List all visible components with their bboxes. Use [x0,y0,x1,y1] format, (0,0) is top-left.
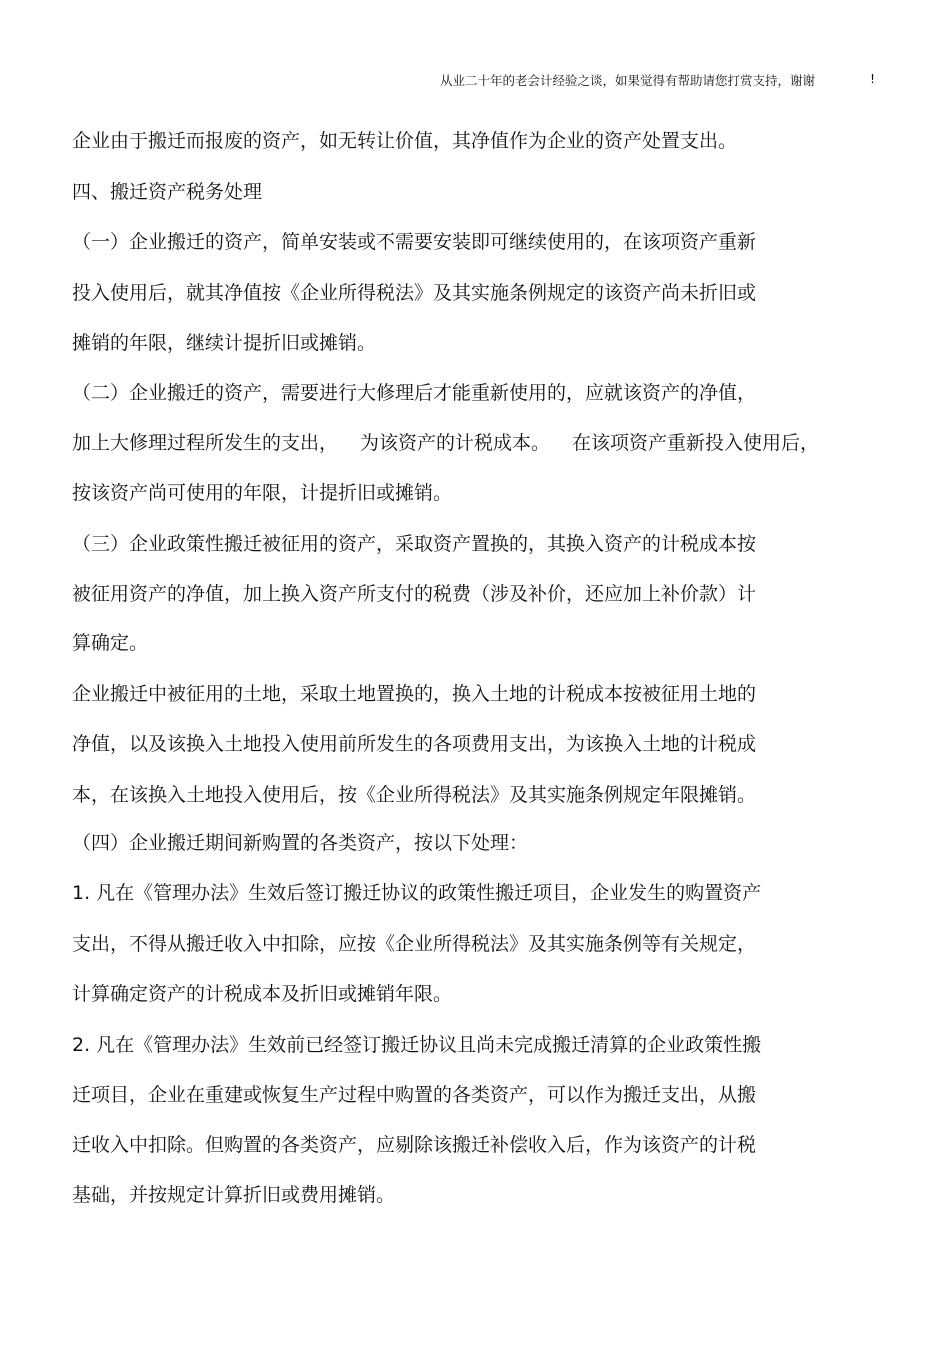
paragraph-line: 摊销的年限，继续计提折旧或摊销。 [72,332,377,354]
paragraph-line: 迁收入中扣除。但购置的各类资产，应剔除该搬迁补偿收入后，作为该资产的计税 [72,1134,757,1156]
paragraph-line: 企业搬迁中被征用的土地，采取土地置换的，换入土地的计税成本按被征用土地的 [72,683,757,705]
paragraph-line: 按该资产尚可使用的年限，计提折旧或摊销。 [72,482,453,504]
paragraph-line: （三）企业政策性搬迁被征用的资产，采取资产置换的，其换入资产的计税成本按 [72,533,757,555]
line-segment: 加上大修理过程所发生的支出， [72,432,339,454]
page-header [0,71,950,89]
line-segment: 在该项资产重新投入使用后， [572,432,820,454]
paragraph-line: 本，在该换入土地投入使用后，按《企业所得税法》及其实施条例规定年限摊销。 [72,784,757,806]
paragraph-line: 被征用资产的净值，加上换入资产所支付的税费（涉及补价，还应加上补价款）计 [72,583,757,605]
header-note: 从业二十年的老会计经验之谈，如果觉得有帮助请您打赏支持，谢谢 [440,73,816,88]
paragraph-line: 基础，并按规定计算折旧或费用摊销。 [72,1184,396,1206]
paragraph-line: 1. 凡在《管理办法》生效后签订搬迁协议的政策性搬迁项目，企业发生的购置资产 [72,882,762,904]
paragraph-line: 计算确定资产的计税成本及折旧或摊销年限。 [72,983,453,1005]
paragraph-line: 算确定。 [72,632,149,654]
paragraph-line: （二）企业搬迁的资产，需要进行大修理后才能重新使用的，应就该资产的净值， [72,382,757,404]
paragraph-line: 企业由于搬迁而报废的资产，如无转让价值，其净值作为企业的资产处置支出。 [72,130,738,152]
paragraph-line [72,431,819,455]
paragraph-line: 投入使用后，就其净值按《企业所得税法》及其实施条例规定的该资产尚未折旧或 [72,282,757,304]
section-heading: 四、搬迁资产税务处理 [72,181,263,203]
header-exclamation: ! [870,71,876,86]
paragraph-line: 净值，以及该换入土地投入使用前所发生的各项费用支出，为该换入土地的计税成 [72,733,757,755]
paragraph-line: （四）企业搬迁期间新购置的各类资产，按以下处理： [72,832,529,854]
line-segment: 为该资产的计税成本。 [360,432,551,454]
paragraph-line: 支出，不得从搬迁收入中扣除，应按《企业所得税法》及其实施条例等有关规定， [72,933,757,955]
paragraph-line: 迁项目，企业在重建或恢复生产过程中购置的各类资产，可以作为搬迁支出，从搬 [72,1084,757,1106]
paragraph-line: 2. 凡在《管理办法》生效前已经签订搬迁协议且尚未完成搬迁清算的企业政策性搬 [72,1034,762,1056]
paragraph-line: （一）企业搬迁的资产，简单安装或不需要安装即可继续使用的，在该项资产重新 [72,231,757,253]
